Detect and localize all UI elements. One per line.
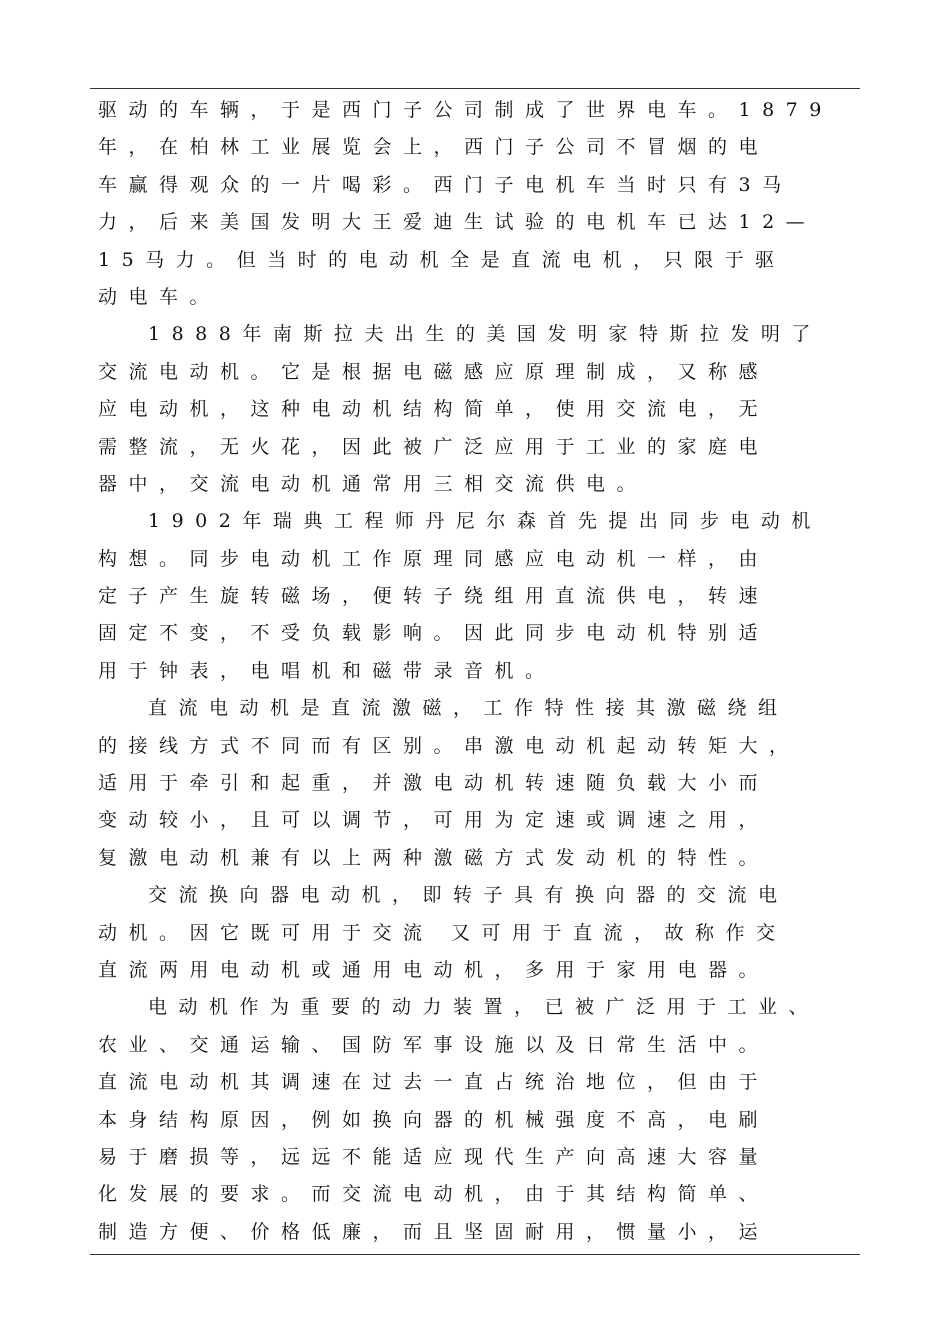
text-line: 构想。同步电动机工作原理同感应电动机一样，由 (98, 547, 770, 570)
text-line: 制造方便、价格低廉，而且坚固耐用，惯量小，运 (98, 1220, 770, 1243)
text-line: 化发展的要求。而交流电动机，由于其结构简单、 (98, 1183, 770, 1206)
text-line: 动机。因它既可用于交流 又可用于直流，故称作交 (98, 921, 787, 944)
paragraph-4 (98, 690, 843, 877)
text-line: 驱动的车辆，于是西门子公司制成了世界电车。1879 (98, 99, 833, 121)
paragraph-2 (98, 316, 843, 503)
text-line: 易于磨损等，远远不能适应现代生产向高速大容量 (98, 1145, 770, 1168)
text-line: 的接线方式不同而有区别。串激电动机起动转矩大， (98, 734, 800, 757)
footer-rule (90, 1254, 860, 1255)
text-line: 1902年瑞典工程师丹尼尔森首先提出同步电动机 (148, 510, 822, 533)
text-line: 适用于牵引和起重，并激电动机转速随负载大小而 (98, 772, 770, 795)
header-rule (90, 88, 860, 89)
text-line: 动电车。 (98, 285, 221, 308)
paragraph-6 (98, 989, 843, 1251)
text-line: 固定不变，不受负载影响。因此同步电动机特别适 (98, 622, 770, 645)
text-line: 用于钟表，电唱机和磁带录音机。 (98, 659, 556, 682)
text-line: 车赢得观众的一片喝彩。西门子电机车当时只有3马 (98, 173, 793, 196)
text-line: 直流电动机其调速在过去一直占统治地位，但由于 (98, 1071, 770, 1094)
text-line: 需整流，无火花，因此被广泛应用于工业的家庭电 (98, 435, 770, 458)
text-line: 农业、交通运输、国防军事设施以及日常生活中。 (98, 1033, 770, 1056)
text-line: 年，在柏林工业展览会上，西门子公司不冒烟的电 (98, 136, 770, 159)
paragraph-3 (98, 503, 843, 690)
text-line: 定子产生旋转磁场，便转子绕组用直流供电，转速 (98, 585, 770, 608)
text-line: 变动较小，且可以调节，可用为定速或调速之用， (98, 809, 770, 832)
paragraph-1 (98, 92, 843, 316)
text-line: 本身结构原因，例如换向器的机械强度不高，电刷 (98, 1108, 770, 1131)
text-line: 直流电动机是直流激磁，工作特性接其激磁绕组 (148, 697, 789, 720)
text-line: 直流两用电动机或通用电动机，多用于家用电器。 (98, 958, 770, 981)
text-line: 器中，交流电动机通常用三相交流供电。 (98, 472, 648, 495)
text-line: 1888年南斯拉夫出生的美国发明家特斯拉发明了 (148, 323, 822, 346)
text-line: 应电动机，这种电动机结构简单，使用交流电，无 (98, 398, 770, 421)
text-line: 15马力。但当时的电动机全是直流电机，只限于驱 (98, 248, 786, 271)
text-line: 电动机作为重要的动力装置，已被广泛用于工业、 (148, 996, 820, 1019)
text-line: 力，后来美国发明大王爱迪生试验的电机车已达12— (98, 211, 817, 234)
text-line: 复激电动机兼有以上两种激磁方式发动机的特性。 (98, 846, 770, 869)
text-line: 交流换向器电动机，即转子具有换向器的交流电 (148, 884, 789, 907)
paragraph-5 (98, 877, 843, 989)
document-body (98, 92, 843, 1251)
text-line: 交流电动机。它是根据电磁感应原理制成，又称感 (98, 360, 770, 383)
